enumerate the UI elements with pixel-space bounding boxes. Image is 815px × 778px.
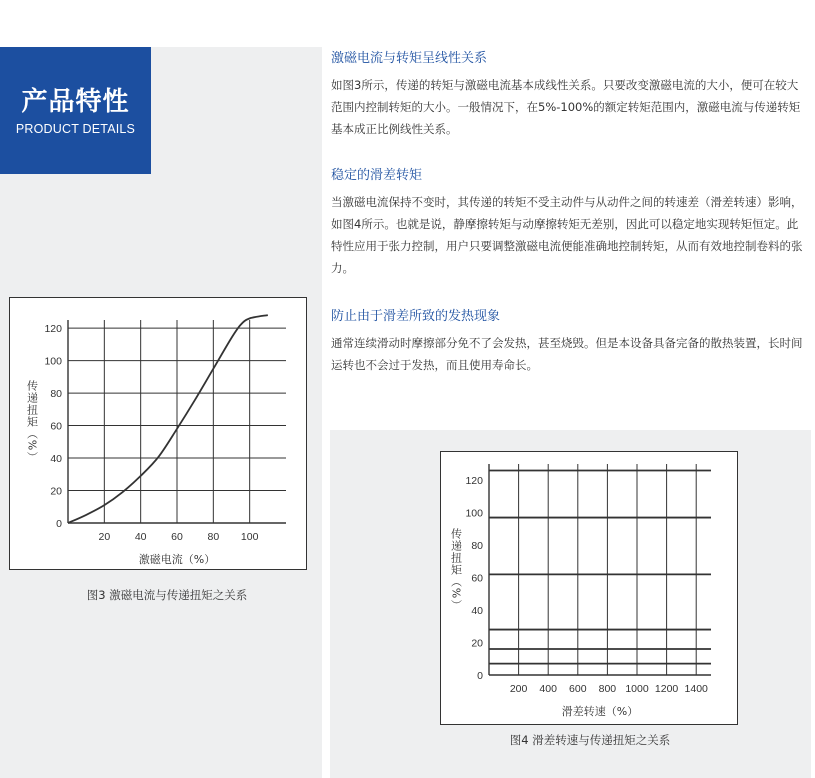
figure4-caption: 图4 滑差转速与传递扭矩之关系 (509, 733, 671, 747)
x-tick-label: 200 (509, 683, 528, 695)
y-tick-label: 80 (50, 388, 62, 401)
y-tick-label: 0 (477, 670, 483, 682)
section-title: 激磁电流与转矩呈线性关系 (331, 51, 488, 66)
y-axis-label: 传递扭矩（%） (449, 527, 463, 612)
y-tick-label: 60 (471, 572, 483, 585)
y-tick-label: 120 (465, 475, 483, 488)
figure3-caption: 图3 激磁电流与传递扭矩之关系 (86, 588, 248, 602)
x-tick-label: 600 (569, 683, 587, 695)
y-tick-label: 20 (471, 637, 483, 650)
section-body: 当激磁电流保持不变时，其传递的转矩不受主动件与从动件之间的转速差（滑差转速）影响，如图4所示。也就是说，静摩擦转矩与动摩擦转矩无差别，因此可以稳定地实现转矩恒定。此特性应用于张力控制，用户只要调整激磁电流便能准确地控制转矩，从而有效地控制卷料的张力。 (331, 195, 803, 275)
x-tick-label: 20 (98, 531, 111, 543)
figure4-chart-frame (440, 451, 738, 725)
y-axis-label: 传递扭矩（%） (25, 379, 39, 464)
badge-title-cn: 产品特性 (21, 87, 130, 117)
badge-title-en: PRODUCT DETAILS (15, 122, 136, 136)
y-tick-label: 120 (44, 323, 62, 336)
x-tick-label: 100 (240, 531, 259, 543)
y-tick-label: 100 (465, 507, 483, 520)
x-tick-label: 1400 (684, 683, 708, 695)
x-tick-label: 60 (171, 531, 183, 543)
y-tick-label: 100 (44, 355, 62, 368)
y-tick-label: 60 (50, 420, 62, 433)
figure4-chart (441, 452, 737, 724)
x-tick-label: 1000 (625, 683, 649, 695)
y-tick-label: 40 (471, 605, 483, 618)
y-tick-label: 20 (50, 485, 62, 498)
x-axis-label: 滑差转速（%） (561, 705, 639, 718)
y-tick-label: 0 (56, 518, 62, 530)
y-tick-label: 80 (471, 540, 483, 553)
figure3-chart (10, 298, 306, 569)
section-body: 通常连续滑动时摩擦部分免不了会发热，甚至烧毁。但是本设备具备完备的散热装置，长时间运转也不会过于发热，而且使用寿命长。 (331, 336, 803, 372)
section-body: 如图3所示，传递的转矩与激磁电流基本成线性关系。只要改变激磁电流的大小，便可在较大范围内控制转矩的大小。一般情况下，在5%-100%的额定转矩范围内，激磁电流与传递转矩基本成正比例线性关系。 (331, 78, 801, 136)
x-tick-label: 1200 (654, 683, 679, 695)
x-tick-label: 80 (207, 531, 220, 543)
figure3-chart-frame (9, 297, 307, 570)
x-tick-label: 800 (598, 683, 617, 695)
series-line-1 (68, 315, 268, 523)
section-heat-prevention (331, 308, 809, 376)
section-title: 防止由于滑差所致的发热现象 (331, 309, 501, 324)
x-tick-label: 40 (134, 531, 147, 543)
section-stable-torque (331, 167, 809, 279)
x-axis-label: 激磁电流（%） (138, 553, 216, 566)
product-details-badge (0, 47, 151, 174)
section-title: 稳定的滑差转矩 (331, 168, 423, 183)
section-linear-relation (331, 50, 809, 140)
y-tick-label: 40 (50, 453, 62, 466)
x-tick-label: 400 (539, 683, 557, 695)
